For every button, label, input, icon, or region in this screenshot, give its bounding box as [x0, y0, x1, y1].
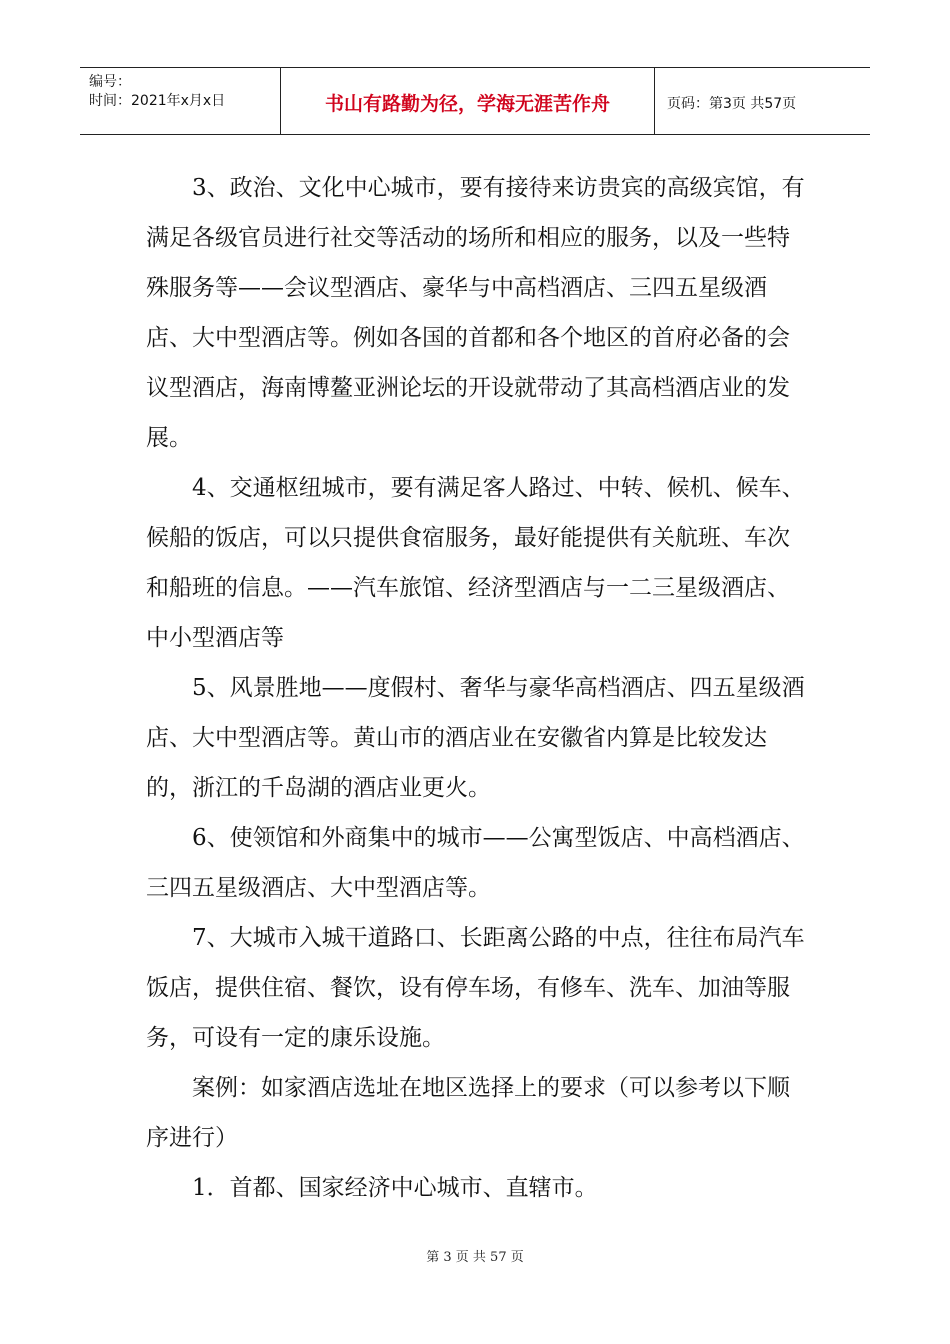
- footer-page-number: 第 3 页 共 57 页: [426, 1250, 524, 1265]
- paragraph-case: 案例：如家酒店选址在地区选择上的要求（可以参考以下顺序进行）: [146, 1075, 790, 1151]
- motto-text: 书山有路勤为径，学海无涯苦作舟: [324, 93, 610, 115]
- paragraph-6: 6、使领馆和外商集中的城市——公寓型饭店、中高档酒店、三四五星级酒店、大中型酒店等。: [146, 825, 805, 901]
- document-number-label: 编号：: [89, 74, 131, 90]
- paragraph-5: 5、风景胜地——度假村、奢华与豪华高档酒店、四五星级酒店、大中型酒店等。黄山市的酒店业在安徽省内算是比较发达的，浙江的千岛湖的酒店业更火。: [146, 675, 805, 801]
- document-time-label: 时间：2021年x月x日: [89, 93, 226, 109]
- header-page-info: [655, 68, 870, 134]
- header-meta: [80, 68, 281, 134]
- document-body: [146, 163, 806, 1213]
- page-header: [80, 67, 870, 135]
- paragraph-case-item-1: 1．首都、国家经济中心城市、直辖市。: [192, 1175, 598, 1201]
- page-footer: [0, 1246, 950, 1265]
- paragraph-3: 3、政治、文化中心城市，要有接待来访贵宾的高级宾馆，有满足各级官员进行社交等活动的场所和相应的服务，以及一些特殊服务等——会议型酒店、豪华与中高档酒店、三四五星级酒店、大中型酒店等。例如各国的首都和各个地区的首府必备的会议型酒店，海南博鳌亚洲论坛的开设就带动了其高档酒店业的发展。: [146, 175, 805, 451]
- page-info-text: 页码：第3页 共57页: [667, 95, 797, 112]
- paragraph-7: 7、大城市入城干道路口、长距离公路的中点，往往布局汽车饭店，提供住宿、餐饮，设有停车场，有修车、洗车、加油等服务，可设有一定的康乐设施。: [146, 925, 805, 1051]
- paragraph-4: 4、交通枢纽城市，要有满足客人路过、中转、候机、候车、候船的饭店，可以只提供食宿服务，最好能提供有关航班、车次和船班的信息。——汽车旅馆、经济型酒店与一二三星级酒店、中小型酒店等: [146, 475, 805, 651]
- header-motto: [281, 68, 655, 134]
